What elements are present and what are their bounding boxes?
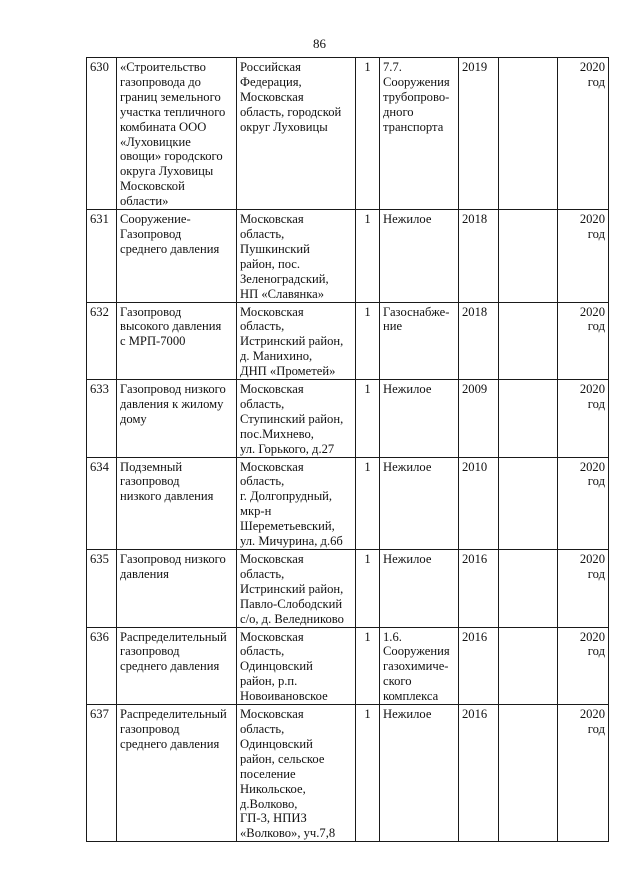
purpose-cell: [380, 210, 459, 302]
object-name-cell-text: Подземный газопровод низкого давления: [120, 459, 214, 504]
row-number-cell-text: 637: [90, 707, 109, 722]
empty-cell: [499, 210, 558, 302]
purpose-cell-text: 1.6. Сооружения газохимиче- ского комплекса: [383, 629, 450, 704]
quantity-cell-text: 1: [364, 552, 371, 566]
row-number-cell-text: 630: [90, 60, 109, 74]
address-cell: [237, 58, 356, 210]
year-cell: [459, 380, 499, 458]
empty-cell: [499, 58, 558, 210]
quantity-cell-text: 1: [364, 60, 371, 74]
purpose-cell-text: Нежилое: [383, 459, 432, 474]
year-cell: [459, 550, 499, 628]
row-number-cell: [87, 627, 117, 705]
object-name-cell: [117, 380, 237, 458]
quantity-cell: [356, 210, 380, 302]
object-name-cell-text: Распределительный газопровод среднего давления: [120, 707, 227, 751]
end-year-cell: [558, 457, 609, 549]
address-cell: [237, 627, 356, 705]
quantity-cell-text: 1: [364, 707, 371, 722]
end-year-cell-text: 2020 год: [579, 304, 605, 334]
address-cell-text: Российская Федерация, Московская область, городской округ Луховицы: [240, 60, 342, 134]
end-year-cell: [558, 627, 609, 705]
quantity-cell-text: 1: [364, 304, 371, 319]
quantity-cell-text: 1: [364, 212, 371, 227]
purpose-cell: [380, 302, 459, 380]
address-cell: [237, 302, 356, 380]
row-number-cell: [87, 457, 117, 549]
table-row: [87, 627, 609, 705]
address-cell-text: Московская область, Пушкинский район, пос. Зеленоградский, НП «Славянка»: [240, 212, 329, 301]
quantity-cell-text: 1: [364, 459, 371, 474]
empty-cell: [499, 627, 558, 705]
year-cell: [459, 210, 499, 302]
empty-cell: [499, 550, 558, 628]
object-name-cell-text: Распределительный газопровод среднего давления: [120, 629, 227, 674]
object-name-cell: [117, 302, 237, 380]
object-name-cell-text: «Строительство газопровода до границ земельного участка тепличного комбината ООО «Луховицкие овощи» городского округа Луховицы Московской области»: [120, 60, 226, 209]
address-cell: [237, 550, 356, 628]
row-number-cell-text: 633: [90, 382, 109, 397]
end-year-cell-text: 2020 год: [579, 552, 605, 581]
purpose-cell: [380, 58, 459, 210]
purpose-cell: [380, 550, 459, 628]
registry-table-body: [87, 58, 609, 842]
year-cell-text: 2010: [462, 459, 488, 474]
purpose-cell: [380, 457, 459, 549]
year-cell-text: 2019: [462, 60, 488, 74]
row-number-cell: [87, 380, 117, 458]
year-cell: [459, 705, 499, 842]
purpose-cell-text: Нежилое: [383, 552, 432, 566]
row-number-cell: [87, 210, 117, 302]
table-row: [87, 210, 609, 302]
table-row: [87, 58, 609, 210]
end-year-cell-text: 2020 год: [579, 60, 605, 89]
empty-cell: [499, 380, 558, 458]
table-row: [87, 550, 609, 628]
end-year-cell: [558, 302, 609, 380]
quantity-cell: [356, 627, 380, 705]
object-name-cell-text: Газопровод низкого давления к жилому дому: [120, 382, 226, 426]
object-name-cell: [117, 705, 237, 842]
end-year-cell-text: 2020 год: [579, 212, 605, 241]
object-name-cell: [117, 457, 237, 549]
table-row: [87, 302, 609, 380]
table-row: [87, 705, 609, 842]
end-year-cell-text: 2020 год: [579, 707, 605, 736]
row-number-cell: [87, 550, 117, 628]
end-year-cell: [558, 58, 609, 210]
address-cell-text: Московская область, Истринский район, Павло-Слободский с/о, д. Веледниково: [240, 552, 344, 626]
purpose-cell-text: Нежилое: [383, 707, 432, 722]
year-cell: [459, 302, 499, 380]
quantity-cell: [356, 58, 380, 210]
empty-cell: [499, 457, 558, 549]
object-name-cell-text: Газопровод высокого давления с МРП-7000: [120, 304, 222, 349]
object-name-cell: [117, 550, 237, 628]
purpose-cell-text: Нежилое: [383, 212, 432, 227]
year-cell-text: 2016: [462, 629, 488, 644]
address-cell: [237, 380, 356, 458]
address-cell-text: Московская область, Ступинский район, пос.Михнево, ул. Горького, д.27: [240, 382, 344, 456]
table-row: [87, 457, 609, 549]
row-number-cell-text: 632: [90, 304, 109, 319]
year-cell-text: 2009: [462, 382, 488, 397]
purpose-cell: [380, 705, 459, 842]
end-year-cell: [558, 550, 609, 628]
object-name-cell: [117, 58, 237, 210]
purpose-cell-text: 7.7. Сооружения трубопрово- дного транспорта: [383, 60, 450, 134]
address-cell: [237, 457, 356, 549]
quantity-cell: [356, 457, 380, 549]
row-number-cell-text: 631: [90, 212, 109, 227]
row-number-cell: [87, 58, 117, 210]
row-number-cell-text: 635: [90, 552, 109, 566]
object-name-cell: [117, 627, 237, 705]
year-cell-text: 2018: [462, 304, 488, 319]
registry-table: [86, 57, 609, 842]
address-cell-text: Московская область, Истринский район, д. Манихино, ДНП «Прометей»: [240, 304, 344, 379]
year-cell: [459, 627, 499, 705]
object-name-cell-text: Газопровод низкого давления: [120, 552, 226, 581]
end-year-cell: [558, 380, 609, 458]
quantity-cell: [356, 380, 380, 458]
quantity-cell: [356, 302, 380, 380]
end-year-cell: [558, 210, 609, 302]
quantity-cell: [356, 550, 380, 628]
row-number-cell-text: 634: [90, 459, 109, 474]
row-number-cell: [87, 705, 117, 842]
table-row: [87, 380, 609, 458]
empty-cell: [499, 302, 558, 380]
object-name-cell-text: Сооружение- Газопровод среднего давления: [120, 212, 220, 256]
quantity-cell-text: 1: [364, 629, 371, 644]
address-cell-text: Московская область, г. Долгопрудный, мкр-н Шереметьевский, ул. Мичурина, д.6б: [240, 459, 343, 549]
year-cell-text: 2016: [462, 552, 488, 566]
page-number: 86: [313, 36, 326, 51]
end-year-cell-text: 2020 год: [579, 459, 605, 489]
purpose-cell: [380, 380, 459, 458]
end-year-cell: [558, 705, 609, 842]
address-cell: [237, 705, 356, 842]
year-cell: [459, 58, 499, 210]
end-year-cell-text: 2020 год: [579, 382, 605, 411]
end-year-cell-text: 2020 год: [579, 629, 605, 659]
address-cell: [237, 210, 356, 302]
address-cell-text: Московская область, Одинцовский район, сельское поселение Никольское, д.Волково, ГП-3, НПИЗ «Волково», уч.7,8: [240, 707, 336, 841]
quantity-cell: [356, 705, 380, 842]
empty-cell: [499, 705, 558, 842]
purpose-cell-text: Нежилое: [383, 382, 432, 397]
row-number-cell: [87, 302, 117, 380]
year-cell-text: 2016: [462, 707, 488, 722]
year-cell: [459, 457, 499, 549]
object-name-cell: [117, 210, 237, 302]
address-cell-text: Московская область, Одинцовский район, р.п. Новоивановское: [240, 629, 328, 704]
purpose-cell-text: Газоснабже- ние: [383, 304, 450, 334]
row-number-cell-text: 636: [90, 629, 109, 644]
purpose-cell: [380, 627, 459, 705]
year-cell-text: 2018: [462, 212, 488, 227]
quantity-cell-text: 1: [364, 382, 371, 397]
